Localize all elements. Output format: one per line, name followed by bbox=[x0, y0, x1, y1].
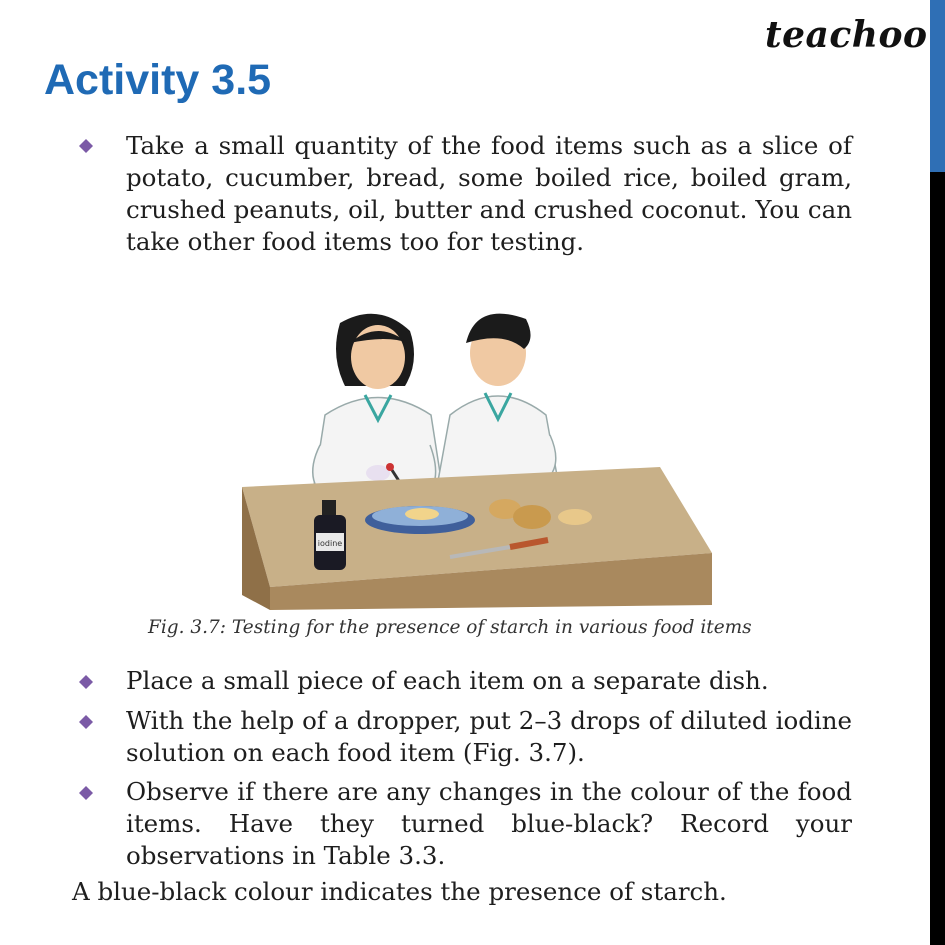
diamond-bullet-icon bbox=[78, 674, 94, 690]
starch-test-illustration bbox=[230, 295, 730, 610]
girl-figure bbox=[311, 314, 445, 505]
table bbox=[242, 467, 712, 610]
right-edge-bar bbox=[930, 0, 945, 945]
step-text: With the help of a dropper, put 2–3 drops of diluted iodine solution on each food item (Fig. 3.7). bbox=[126, 706, 852, 767]
svg-text:iodine: iodine bbox=[317, 539, 343, 548]
figure-caption: Fig. 3.7: Testing for the presence of starch in various food items bbox=[148, 617, 752, 638]
diamond-bullet-icon bbox=[78, 714, 94, 730]
diamond-bullet-icon bbox=[78, 785, 94, 801]
activity-title: Activity 3.5 bbox=[44, 56, 272, 104]
diamond-bullet-icon bbox=[78, 138, 94, 154]
right-edge-accent bbox=[930, 0, 945, 172]
conclusion-text: A blue-black colour indicates the presence of starch. bbox=[72, 877, 727, 906]
step-text: Observe if there are any changes in the colour of the food items. Have they turned blue-black? Record your observations in Table 3.3. bbox=[126, 777, 852, 870]
intro-bullet-text: Take a small quantity of the food items such as a slice of potato, cucumber, bread, some boiled rice, boiled gram, crushed peanuts, oil, butter and crushed coconut. You can take other food items too for testing. bbox=[126, 131, 852, 256]
teachoo-logo: teachoo bbox=[765, 14, 928, 56]
step-text: Place a small piece of each item on a separate dish. bbox=[126, 666, 769, 695]
